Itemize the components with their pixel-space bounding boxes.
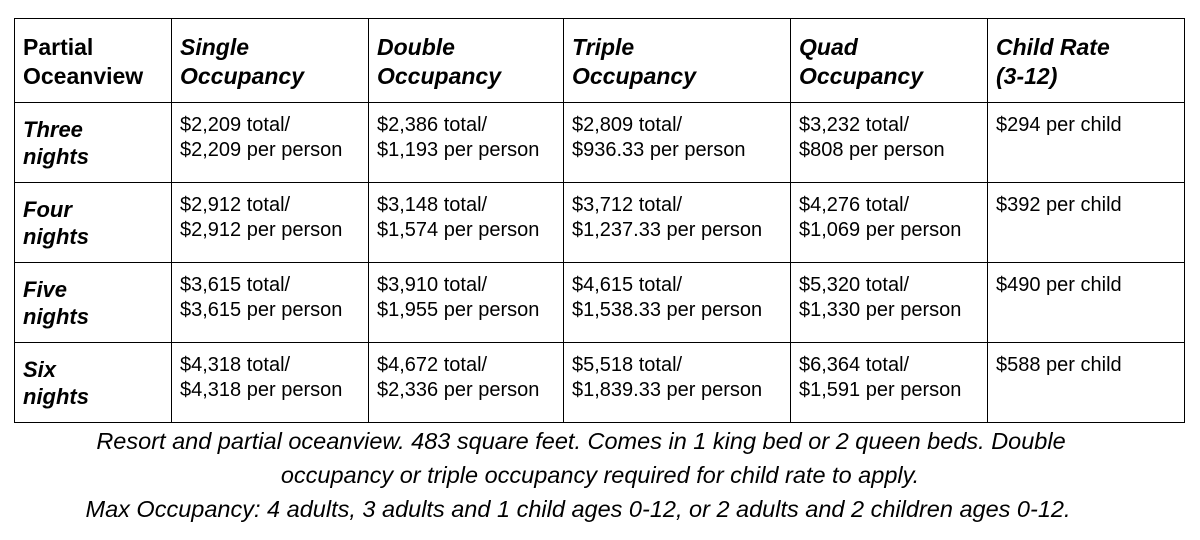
per-person-price: $808 per person [799,139,945,161]
pricing-table [14,18,1185,423]
row-header [15,263,172,343]
per-person-price: $1,839.33 per person [572,379,763,401]
row-header-line-1: Five [23,277,68,302]
row-header-line-2: nights [23,224,89,249]
price-cell-double [369,343,564,423]
price-cell-quad [791,183,988,263]
column-header-line-1: Child Rate [996,34,1110,60]
price-cell-single [172,103,369,183]
total-price: $2,386 total/ [377,114,488,136]
table-row [15,103,1185,183]
per-person-price: $1,591 per person [799,379,962,401]
per-person-price: $1,069 per person [799,219,962,241]
price-cell-quad [791,263,988,343]
total-price: $4,276 total/ [799,194,910,216]
row-header [15,343,172,423]
total-price: $3,232 total/ [799,114,910,136]
price-cell-triple [564,263,791,343]
total-price: $5,320 total/ [799,274,910,296]
price-cell-single [172,343,369,423]
row-header-line-1: Four [23,197,72,222]
table-row [15,263,1185,343]
total-price: $6,364 total/ [799,354,910,376]
price-cell-double [369,263,564,343]
max-occupancy-note: Max Occupancy: 4 adults, 3 adults and 1 child ages 0-12, or 2 adults and 2 children ages 0-12. [85,496,1071,522]
price-cell-single [172,263,369,343]
total-price: $3,910 total/ [377,274,488,296]
per-person-price: $1,330 per person [799,299,962,321]
column-header-line-2: Occupancy [180,63,304,89]
row-header-line-1: Six [23,357,57,382]
price-cell-child-rate [988,343,1185,423]
note-line: occupancy or triple occupancy required for child rate to apply. [280,462,920,488]
per-person-price: $1,237.33 per person [572,219,763,241]
child-price: $294 per child [996,114,1122,136]
price-cell-triple [564,103,791,183]
column-header-line-2: Occupancy [799,63,923,89]
total-price: $5,518 total/ [572,354,683,376]
child-price: $588 per child [996,354,1122,376]
price-cell-double [369,103,564,183]
per-person-price: $3,615 per person [180,299,343,321]
per-person-price: $1,538.33 per person [572,299,763,321]
table-row [15,343,1185,423]
per-person-price: $2,336 per person [377,379,540,401]
column-header-single [172,19,369,103]
column-header-line-1: Quad [799,34,858,60]
row-header-line-1: Three [23,117,83,142]
per-person-price: $2,912 per person [180,219,343,241]
column-header-double [369,19,564,103]
child-price: $490 per child [996,274,1122,296]
total-price: $4,318 total/ [180,354,291,376]
price-cell-quad [791,103,988,183]
column-header-line-1: Double [377,34,455,60]
table-row [15,183,1185,263]
corner-header-line-2: Oceanview [23,63,144,89]
child-price: $392 per child [996,194,1122,216]
note-line: Resort and partial oceanview. 483 square feet. Comes in 1 king bed or 2 queen beds. Double [96,428,1066,454]
price-cell-child-rate [988,263,1185,343]
total-price: $3,615 total/ [180,274,291,296]
column-header-line-1: Triple [572,34,635,60]
corner-header [15,19,172,103]
per-person-price: $4,318 per person [180,379,343,401]
per-person-price: $2,209 per person [180,139,343,161]
total-price: $2,912 total/ [180,194,291,216]
price-cell-single [172,183,369,263]
row-header-line-2: nights [23,304,89,329]
header-row [15,19,1185,103]
price-cell-triple [564,183,791,263]
column-header-quad [791,19,988,103]
price-cell-double [369,183,564,263]
row-header [15,183,172,263]
total-price: $3,148 total/ [377,194,488,216]
column-header-line-1: Single [180,34,250,60]
price-cell-quad [791,343,988,423]
per-person-price: $1,574 per person [377,219,540,241]
total-price: $4,615 total/ [572,274,683,296]
price-cell-child-rate [988,103,1185,183]
column-header-triple [564,19,791,103]
row-header-line-2: nights [23,384,89,409]
row-header-line-2: nights [23,144,89,169]
column-header-line-2: Occupancy [377,63,501,89]
column-header-line-2: Occupancy [572,63,696,89]
total-price: $2,809 total/ [572,114,683,136]
row-header [15,103,172,183]
total-price: $3,712 total/ [572,194,683,216]
room-notes [0,424,1200,526]
per-person-price: $936.33 per person [572,139,746,161]
total-price: $2,209 total/ [180,114,291,136]
corner-header-line-1: Partial [23,34,94,60]
column-header-child-rate [988,19,1185,103]
price-cell-child-rate [988,183,1185,263]
price-cell-triple [564,343,791,423]
total-price: $4,672 total/ [377,354,488,376]
per-person-price: $1,955 per person [377,299,540,321]
column-header-line-2: (3-12) [996,63,1058,89]
per-person-price: $1,193 per person [377,139,540,161]
